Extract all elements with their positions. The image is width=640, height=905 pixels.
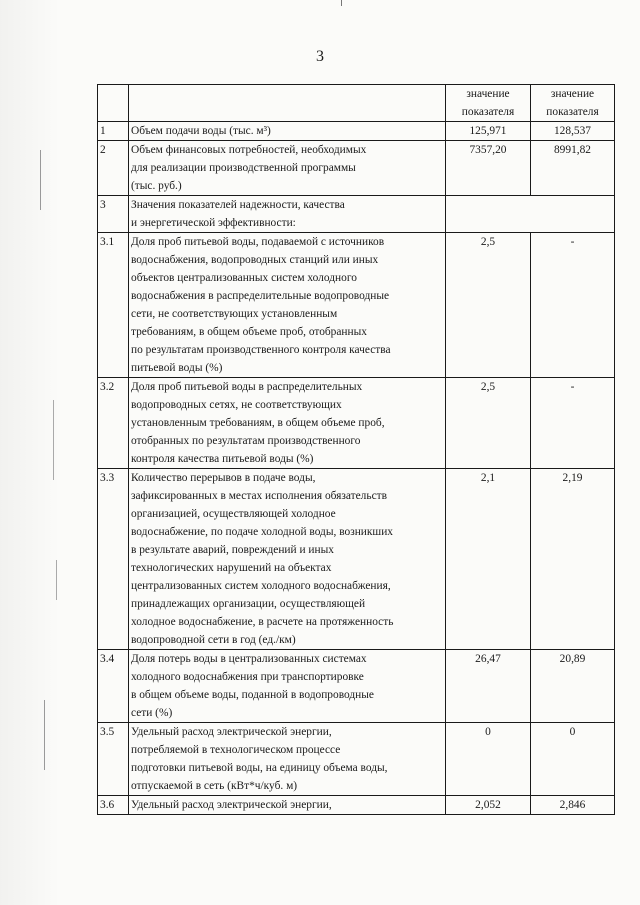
value-2-cell: 2,846 — [531, 796, 615, 815]
row-indicator-name — [129, 796, 446, 815]
row-number: 3 — [98, 196, 129, 233]
scan-margin-shadow — [0, 0, 60, 905]
indicator-name-line: по результатам производственного контроля качества — [131, 344, 391, 356]
value-1-cell: 2,052 — [446, 796, 531, 815]
indicator-name-line: водопроводных сетях, не соответствующих — [131, 399, 342, 411]
row-indicator-name — [129, 469, 446, 650]
indicator-name-line: Удельный расход электрической энергии, — [131, 799, 332, 811]
indicator-name-line: требованиям, в общем объеме проб, отобранных — [131, 326, 367, 338]
row-number: 3.4 — [98, 650, 129, 723]
table-row — [98, 650, 615, 723]
indicator-name-line: зафиксированных в местах исполнения обязательств — [131, 490, 387, 502]
indicator-name-line: Удельный расход электрической энергии, — [131, 726, 332, 738]
indicator-name-line: Доля проб питьевой воды в распределительных — [131, 381, 363, 393]
scan-artifact — [53, 400, 54, 480]
row-indicator-name — [129, 723, 446, 796]
value-1-cell: 26,47 — [446, 650, 531, 723]
indicator-name-line: водопроводной сети в год (ед./км) — [131, 634, 296, 646]
indicator-name-line: технологических нарушений на объектах — [131, 562, 332, 574]
indicator-name-line: потребляемой в технологическом процессе — [131, 744, 341, 756]
indicator-name-line: объектов централизованных систем холодного — [131, 272, 357, 284]
indicator-name-line: холодное водоснабжение, в расчете на протяженность — [131, 616, 394, 628]
indicator-name-line: питьевой воды (%) — [131, 362, 223, 374]
table-header-row — [98, 85, 615, 122]
indicator-name-line: в общем объеме воды, поданной в водопроводные — [131, 689, 374, 701]
header-name-cell — [129, 85, 446, 122]
value-2-cell: - — [531, 233, 615, 378]
row-indicator-name — [129, 122, 446, 141]
indicator-name-line: Значения показателей надежности, качества — [131, 199, 345, 211]
table-row — [98, 233, 615, 378]
scan-artifact — [40, 150, 41, 210]
table-row — [98, 196, 615, 233]
indicator-name-line: сети, не соответствующих установленным — [131, 308, 338, 320]
value-1-cell: 2,5 — [446, 233, 531, 378]
value-2-cell: 20,89 — [531, 650, 615, 723]
indicator-name-line: централизованных систем холодного водоснабжения, — [131, 580, 391, 592]
value-1-cell: 2,5 — [446, 378, 531, 469]
indicator-name-line: и энергетической эффективности: — [131, 217, 296, 229]
value-1-cell: 0 — [446, 723, 531, 796]
header-value-2: значение показателя — [531, 85, 615, 122]
indicator-name-line: водоснабжение, по подаче холодной воды, возникших — [131, 526, 393, 538]
indicator-name-line: (тыс. руб.) — [131, 180, 182, 192]
value-2-cell: - — [531, 378, 615, 469]
empty-value-cell — [446, 196, 615, 233]
table-row — [98, 723, 615, 796]
row-number: 3.1 — [98, 233, 129, 378]
row-indicator-name — [129, 196, 446, 233]
value-2-cell: 8991,82 — [531, 141, 615, 196]
indicator-name-line: холодного водоснабжения при транспортировке — [131, 671, 364, 683]
scan-artifact — [44, 700, 45, 770]
indicator-name-line: отобранных по результатам производственного — [131, 435, 361, 447]
indicator-name-line: водоснабжения, водопроводных станций или иных — [131, 254, 379, 266]
row-number: 3.2 — [98, 378, 129, 469]
row-number: 3.3 — [98, 469, 129, 650]
row-indicator-name — [129, 233, 446, 378]
indicators-table — [97, 84, 615, 815]
indicator-name-line: Объем финансовых потребностей, необходимых — [131, 144, 367, 156]
scan-artifact — [341, 0, 342, 6]
indicator-name-line: Количество перерывов в подаче воды, — [131, 472, 316, 484]
value-1-cell: 7357,20 — [446, 141, 531, 196]
indicator-name-line: подготовки питьевой воды, на единицу объема воды, — [131, 762, 388, 774]
indicator-name-line: водоснабжения в распределительные водопроводные — [131, 290, 390, 302]
indicator-name-line: организацией, осуществляющей холодное — [131, 508, 336, 520]
table-row — [98, 796, 615, 815]
indicator-name-line: установленным требованиям, в общем объеме проб, — [131, 417, 385, 429]
value-1-cell: 125,971 — [446, 122, 531, 141]
value-2-cell: 128,537 — [531, 122, 615, 141]
value-1-cell: 2,1 — [446, 469, 531, 650]
header-num-cell — [98, 85, 129, 122]
indicator-name-line: Доля потерь воды в централизованных системах — [131, 653, 367, 665]
table-row — [98, 469, 615, 650]
indicator-name-line: в результате аварий, повреждений и иных — [131, 544, 334, 556]
indicator-name-line: для реализации производственной программы — [131, 162, 356, 174]
row-number: 3.5 — [98, 723, 129, 796]
row-number: 1 — [98, 122, 129, 141]
value-2-cell: 0 — [531, 723, 615, 796]
table-row — [98, 141, 615, 196]
header-value-1: значение показателя — [446, 85, 531, 122]
row-indicator-name — [129, 650, 446, 723]
page-number: 3 — [316, 48, 324, 65]
table-row — [98, 122, 615, 141]
scan-artifact — [56, 560, 57, 600]
indicator-name-line: контроля качества питьевой воды (%) — [131, 453, 314, 465]
indicator-name-line: принадлежащих организации, осуществляющей — [131, 598, 366, 610]
indicator-name-line: отпускаемой в сеть (кВт*ч/куб. м) — [131, 780, 298, 792]
row-indicator-name — [129, 378, 446, 469]
row-number: 2 — [98, 141, 129, 196]
value-2-cell: 2,19 — [531, 469, 615, 650]
row-indicator-name — [129, 141, 446, 196]
indicator-name-line: Доля проб питьевой воды, подаваемой с источников — [131, 236, 385, 248]
indicator-name-line: сети (%) — [131, 707, 173, 719]
table-row — [98, 378, 615, 469]
row-number: 3.6 — [98, 796, 129, 815]
indicator-name-line: Объем подачи воды (тыс. м³) — [131, 125, 271, 137]
